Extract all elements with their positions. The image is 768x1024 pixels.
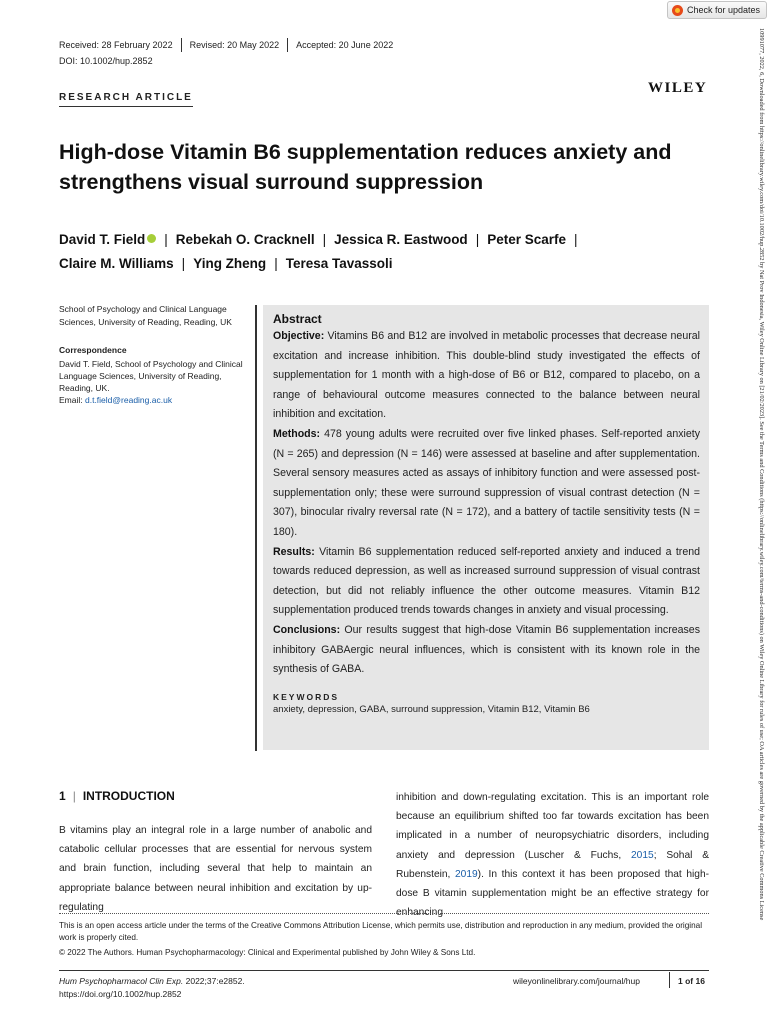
section-heading [59, 789, 175, 803]
download-notice [756, 28, 766, 1004]
objective-text: Vitamins B6 and B12 are involved in metabolic processes that decrease neural excitation and increase inhibition. This double-blind study investigated the effects of supplementation for 1 month with a high-dose of B6 or B12, compared to placebo, on a range of behavioural outcome measures connected to the balance between neural inhibition and excitation. [273, 330, 700, 421]
methods-text: 478 young adults were recruited over five linked phases. Self-reported anxiety (N = 265) and depression (N = 146) were assessed at baseline and after supplementation. Several sensory measures acted as assays of inhibitory function and were assessed post-supplementation only; these were surround suppression of visual contrast detection (N = 307), binocular rivalry reversal rate (N = 172), and a battery of tactile sensitivity tests (N = 180). [273, 427, 700, 538]
abstract-rule [255, 305, 257, 751]
page-number: 1 of 16 [678, 976, 705, 986]
correspondence-text: David T. Field, School of Psychology and Clinical Language Sciences, University of Reading, Reading, UK. [59, 359, 243, 393]
objective-label: Objective: [273, 330, 325, 342]
intro-text: ). In this context it has been proposed that high-dose B vitamin supplementation might be an effective strategy for enhancing [396, 868, 710, 919]
correspondence-details [59, 358, 249, 406]
conclusions-label: Conclusions: [273, 623, 341, 636]
abstract-heading: Abstract [273, 312, 322, 326]
accepted-date: Accepted: 20 June 2022 [296, 40, 394, 50]
section-number: 1 [59, 789, 66, 803]
abstract-conclusions [273, 621, 700, 680]
author[interactable]: Claire M. Williams [59, 256, 174, 271]
citation-link[interactable]: 2015 [631, 849, 654, 861]
author-list [59, 228, 719, 276]
download-notice-text: 10991077, 2022, 6, Downloaded from https://onlinelibrary.wiley.com/doi/10.1002/hup.2852 by Nat Prov Indonesia, Wiley Online Library on [21/02/2023]. See the Terms and Conditions (https://onlinelibrary.wiley.com/terms-and-conditions) on Wiley Online Library for rules of use; OA articles are governed by the applicable Creative Commons License [758, 28, 765, 921]
author-separator: | [322, 232, 327, 247]
author[interactable]: Rebekah O. Cracknell [175, 232, 315, 247]
author-separator: | [181, 256, 186, 271]
email-link[interactable]: d.t.field@reading.ac.uk [85, 395, 173, 405]
intro-text: ; Sohal & Rubenstein, [396, 849, 709, 880]
intro-text: inhibition and down-regulating excitation. This is an important role because an equilibrium shifted too far towards excitation has been implicated in a number of neuropsychiatric disorders, including anxiety and depression (Luscher & Fuchs, [396, 792, 709, 861]
keywords-heading: KEYWORDS [273, 691, 340, 702]
author-separator: | [164, 232, 168, 247]
footer-doi-link[interactable]: https://doi.org/10.1002/hup.2852 [59, 989, 182, 999]
author-separator: | [475, 232, 480, 247]
orcid-icon[interactable] [147, 234, 156, 243]
author[interactable]: Ying Zheng [193, 256, 267, 271]
article-title: High-dose Vitamin B6 supplementation reduces anxiety and strengthens visual surround suppression [59, 140, 672, 194]
footer-rule [59, 970, 709, 971]
article-dates [59, 38, 393, 52]
footer-citation [59, 975, 245, 1001]
abstract-methods [273, 425, 700, 543]
keywords-text: anxiety, depression, GABA, surround suppression, Vitamin B12, Vitamin B6 [273, 703, 590, 715]
abstract-results [273, 543, 700, 621]
intro-column-2 [396, 788, 709, 922]
citation-link[interactable]: 2019 [455, 868, 478, 880]
methods-label: Methods: [273, 427, 321, 440]
crossmark-icon [672, 5, 683, 16]
author-separator: | [274, 256, 278, 271]
author[interactable]: Peter Scarfe [487, 232, 567, 247]
abstract-objective [273, 327, 700, 425]
section-separator: | [72, 789, 76, 803]
copyright-note: © 2022 The Authors. Human Psychopharmacology: Clinical and Experimental published by John Wiley & Sons Ltd. [59, 948, 476, 957]
author[interactable]: Jessica R. Eastwood [334, 232, 468, 247]
section-title: INTRODUCTION [82, 789, 175, 803]
correspondence-heading: Correspondence [59, 345, 127, 355]
journal-name: Hum Psychopharmacol Clin Exp. [59, 976, 184, 986]
footnote-divider [59, 913, 709, 914]
doi: DOI: 10.1002/hup.2852 [59, 56, 153, 66]
check-for-updates-label: Check for updates [687, 5, 761, 15]
results-text: Vitamin B6 supplementation reduced self-reported anxiety and induced a trend towards reduced depression, as well as increased surround suppression of visual contrast detection, but did not reliably influence the other outcome measures. Vitamin B12 supplementation produced trends towards changes in anxiety and visual processing. [273, 545, 700, 617]
license-note: This is an open access article under the terms of the Creative Commons Attribution License, which permits use, distribution and reproduction in any medium, provided the original work is properly cited. [59, 921, 703, 942]
author[interactable]: Teresa Tavassoli [285, 256, 393, 271]
results-label: Results: [273, 545, 315, 558]
journal-url[interactable]: wileyonlinelibrary.com/journal/hup [513, 976, 640, 986]
check-for-updates-button[interactable] [667, 1, 767, 19]
footer-divider [669, 972, 670, 988]
citation-text: 2022;37:e2852. [183, 976, 245, 986]
email-label: Email: [59, 395, 83, 405]
publisher-logo: WILEY [648, 80, 708, 96]
affiliation: School of Psychology and Clinical Language Sciences, University of Reading, Reading, UK [59, 304, 232, 327]
revised-date: Revised: 20 May 2022 [189, 40, 280, 50]
intro-column-1: B vitamins play an integral role in a large number of anabolic and catabolic cellular processes that are essential for nervous system and brain function, including several that help to maintain an appropriate balance between neural inhibition and excitation by up-regulating [59, 825, 372, 913]
author-separator: | [574, 232, 578, 247]
received-date: Received: 28 February 2022 [59, 40, 173, 50]
divider [287, 38, 288, 52]
article-type: RESEARCH ARTICLE [59, 92, 193, 107]
divider [181, 38, 182, 52]
abstract-box [263, 305, 709, 750]
conclusions-text: Our results suggest that high-dose Vitamin B6 supplementation increases inhibitory GABAergic neural influences, which is consistent with its known role in the synthesis of GABA. [273, 623, 700, 676]
author[interactable]: David T. Field [59, 232, 146, 247]
